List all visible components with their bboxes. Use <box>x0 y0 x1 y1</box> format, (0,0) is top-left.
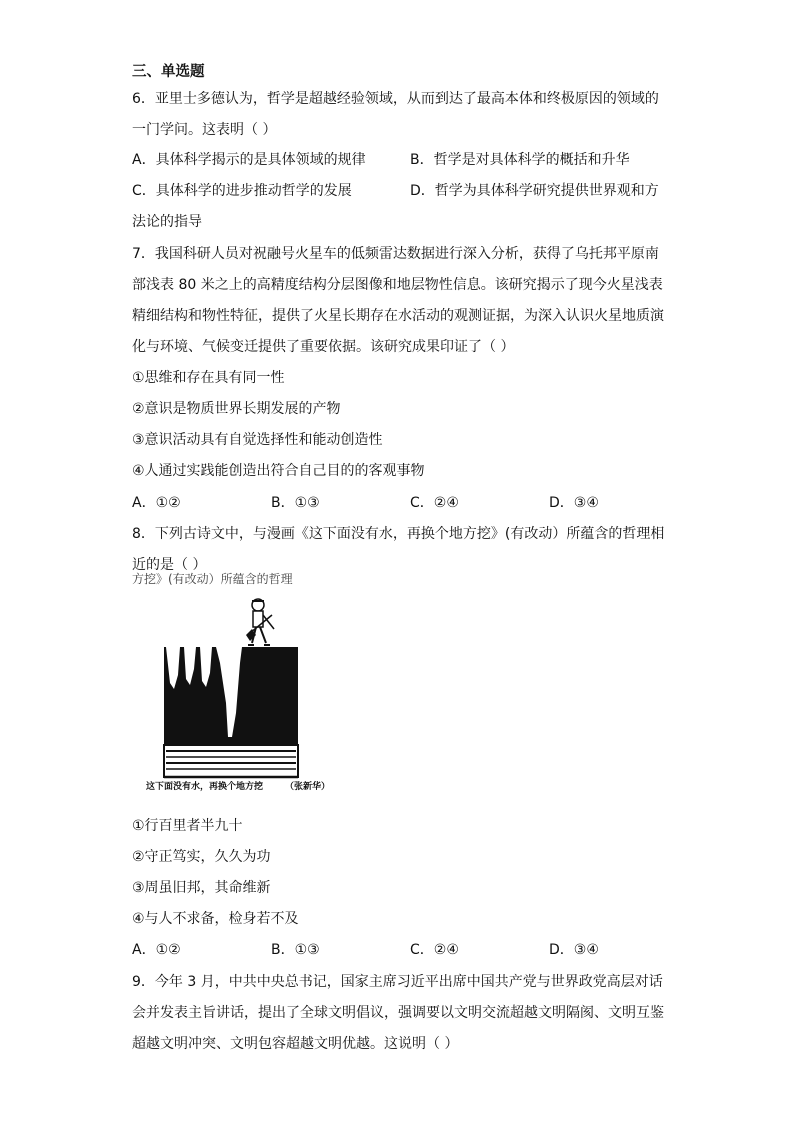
q8-stem-line-2: 近的是（ ） <box>132 557 207 573</box>
q6-option-c: C．具体科学的进步推动哲学的发展 <box>132 183 352 199</box>
q7-stem-line-3: 精细结构和物性特征，提供了火星长期存在水活动的观测证据，为深入认识火星地质演 <box>132 308 664 324</box>
q9-stem-line-3: 超越文明冲突、文明包容超越文明优越。这说明（ ） <box>132 1036 459 1052</box>
q6-option-d: D．哲学为具体科学研究提供世界观和方 <box>410 183 659 199</box>
q8-choice-b: B．①③ <box>271 942 320 958</box>
q7-statement-4: ④人通过实践能创造出符合自己目的的客观事物 <box>132 463 425 479</box>
q6-stem-line-2: 一门学问。这表明（ ） <box>132 122 277 138</box>
q8-stem-line-1: 8．下列古诗文中，与漫画《这下面没有水，再换个地方挖》(有改动）所蕴含的哲理相 <box>132 526 665 542</box>
cartoon-caption <box>146 779 330 792</box>
q8-statement-1: ①行百里者半九十 <box>132 818 243 834</box>
cartoon-author: （张新华） <box>285 782 331 792</box>
q7-choice-a: A．①② <box>132 495 181 511</box>
q7-stem-line-1: 7．我国科研人员对祝融号火星车的低频雷达数据进行深入分析，获得了乌托邦平原南 <box>132 246 659 262</box>
q6-option-a: A．具体科学揭示的是具体领域的规律 <box>132 152 366 168</box>
section-heading: 三、单选题 <box>132 64 205 80</box>
q7-stem-line-4: 化与环境、气候变迁提供了重要依据。该研究成果印证了（ ） <box>132 339 515 355</box>
q9-stem-line-1: 9．今年 3 月，中共中央总书记，国家主席习近平出席中国共产党与世界政党高层对话 <box>132 974 663 990</box>
q9-stem-line-2: 会并发表主旨讲话，提出了全球文明倡议，强调要以文明交流超越文明隔阂、文明互鉴 <box>132 1005 664 1021</box>
q6-stem-line-1: 6．亚里士多德认为，哲学是超越经验领域，从而到达了最高本体和终极原因的领域的 <box>132 91 659 107</box>
cartoon-caption-text: 这下面没有水，再换个地方挖 <box>146 782 264 792</box>
q7-choice-c: C．②④ <box>410 495 459 511</box>
q8-choice-a: A．①② <box>132 942 181 958</box>
q8-statement-3: ③周虽旧邦，其命维新 <box>132 880 271 896</box>
q6-option-b: B．哲学是对具体科学的概括和升华 <box>410 152 630 168</box>
q7-statement-1: ①思维和存在具有同一性 <box>132 370 285 386</box>
q7-stem-line-2: 部浅表 80 米之上的高精度结构分层图像和地层物性信息。该研究揭示了现今火星浅表 <box>132 277 663 293</box>
well-digging-cartoon <box>140 583 340 798</box>
q7-statement-2: ②意识是物质世界长期发展的产物 <box>132 401 341 417</box>
q8-statement-2: ②守正笃实，久久为功 <box>132 849 271 865</box>
q7-choice-d: D．③④ <box>549 495 599 511</box>
q6-option-d-continued: 法论的指导 <box>132 214 202 230</box>
q8-choice-c: C．②④ <box>410 942 459 958</box>
q8-statement-4: ④与人不求备，检身若不及 <box>132 911 299 927</box>
q7-choice-b: B．①③ <box>271 495 320 511</box>
q8-cropped-text: 方挖》(有改动）所蕴含的哲理 <box>132 572 293 586</box>
q7-statement-3: ③意识活动具有自觉选择性和能动创造性 <box>132 432 383 448</box>
q8-choice-d: D．③④ <box>549 942 599 958</box>
